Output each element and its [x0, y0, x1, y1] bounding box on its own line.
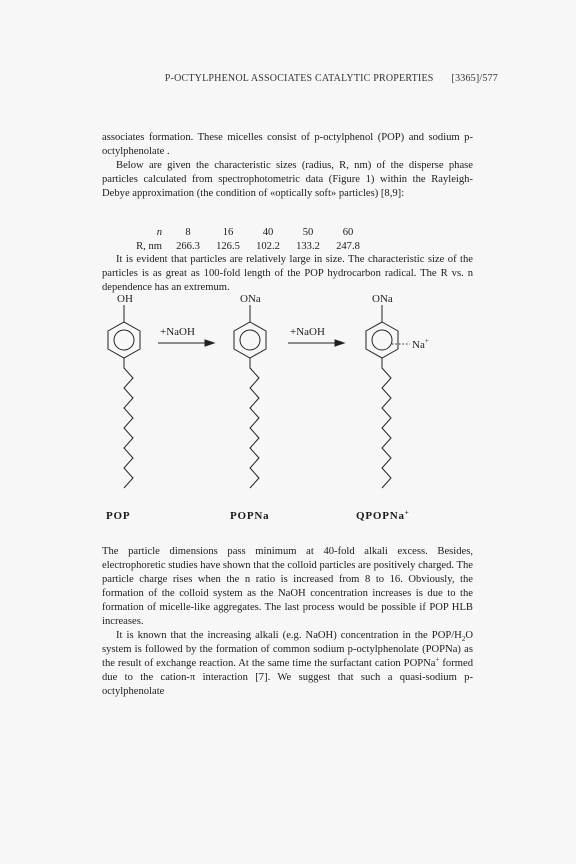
label-qpopna: QPOPNa+: [356, 508, 410, 522]
phenolate-group-label: ONa: [372, 293, 393, 305]
paragraph-alkali: It is known that the increasing alkali (e.g. NaOH) concentration in the POP/$H_2O$ system is followed by the formation of common sodium p-octylphenolate (POPNa) as the result of exchange reaction. At the same time the surfactant cation POPNa+ formed due to the cation-π interaction [7]. We suggest that such a quasi-sodium p-octylphenolate: [102, 630, 473, 697]
pop-molecule: [108, 293, 140, 488]
running-title: P-OCTYLPHENOL ASSOCIATES CATALYTIC PROPERTIES: [164, 73, 434, 84]
octyl-chain: [250, 358, 259, 488]
paragraph-line1: associates formation. These micelles consist of p-octylphenol (POP) and sodium p-octylphenolate .: [102, 132, 473, 157]
page-reference: [3365]/577: [451, 73, 498, 84]
particle-size-table: [118, 225, 368, 253]
benzene-ring: [234, 322, 266, 358]
table-cell: 266.3: [176, 240, 200, 252]
octyl-chain: [382, 358, 391, 488]
paragraph-intro: [102, 131, 473, 201]
qpopna-molecule: [366, 293, 429, 488]
table-cell: 60: [342, 226, 354, 238]
running-header: [165, 73, 498, 84]
table-row-n: [118, 225, 368, 239]
paragraph-minimum: The particle dimensions pass minimum at 40-fold alkali excess. Besides, electrophoretic studies have shown that the colloid particles are positively charged. The particle charge rises when the n ratio is increased from 8 to 16. Obviously, the formation of the colloid system as the NaOH concentration increases is due to the formation of micelle-like aggregates. The last process would be possible if POP HLB increases.: [102, 546, 473, 627]
reagent-label: +NaOH: [290, 326, 325, 338]
table-cell: 40: [262, 226, 274, 238]
octyl-chain: [124, 358, 133, 488]
table-cell: 247.8: [336, 240, 360, 252]
reaction-arrow-2: [288, 326, 344, 346]
paragraph-evident: It is evident that particles are relatively large in size. The characteristic size of the particles is as great as 100-fold length of the POP hydrocarbon radical. The R vs. n dependence has an extremum.: [102, 254, 473, 293]
paragraph-sizes-intro: Below are given the characteristic sizes (radius, R, nm) of the disperse phase particles calculated from spectrophotometric data (Figure 1) within the Rayleigh-Debye approximation (the condition of «optically soft» particles) [8,9]:: [102, 160, 473, 199]
table-cell: 102.2: [256, 240, 280, 252]
row-label-n: n: [156, 226, 162, 238]
reaction-scheme: [90, 292, 430, 507]
reagent-label: +NaOH: [160, 326, 195, 338]
row-label-r: R, nm: [136, 240, 162, 252]
table-cell: 133.2: [296, 240, 320, 252]
reaction-arrow-1: [158, 326, 214, 346]
sodium-cation-label: Na+: [412, 337, 429, 351]
table-cell: 16: [222, 226, 234, 238]
table-cell: 8: [185, 226, 191, 238]
aromatic-circle: [240, 330, 260, 350]
phenolate-group-label: ONa: [240, 293, 261, 305]
popna-molecule: [234, 293, 266, 488]
paragraph-discussion: [102, 545, 473, 699]
table-cell: 50: [302, 226, 314, 238]
arrowhead: [335, 340, 344, 346]
aromatic-circle: [114, 330, 134, 350]
label-pop: POP: [106, 510, 131, 522]
label-popna: POPNa: [230, 510, 270, 522]
benzene-ring: [366, 322, 398, 358]
benzene-ring: [108, 322, 140, 358]
table-cell: 126.5: [216, 240, 240, 252]
aromatic-circle: [372, 330, 392, 350]
table-row-r: [118, 239, 368, 253]
hydroxyl-group-label: OH: [117, 293, 133, 305]
arrowhead: [205, 340, 214, 346]
